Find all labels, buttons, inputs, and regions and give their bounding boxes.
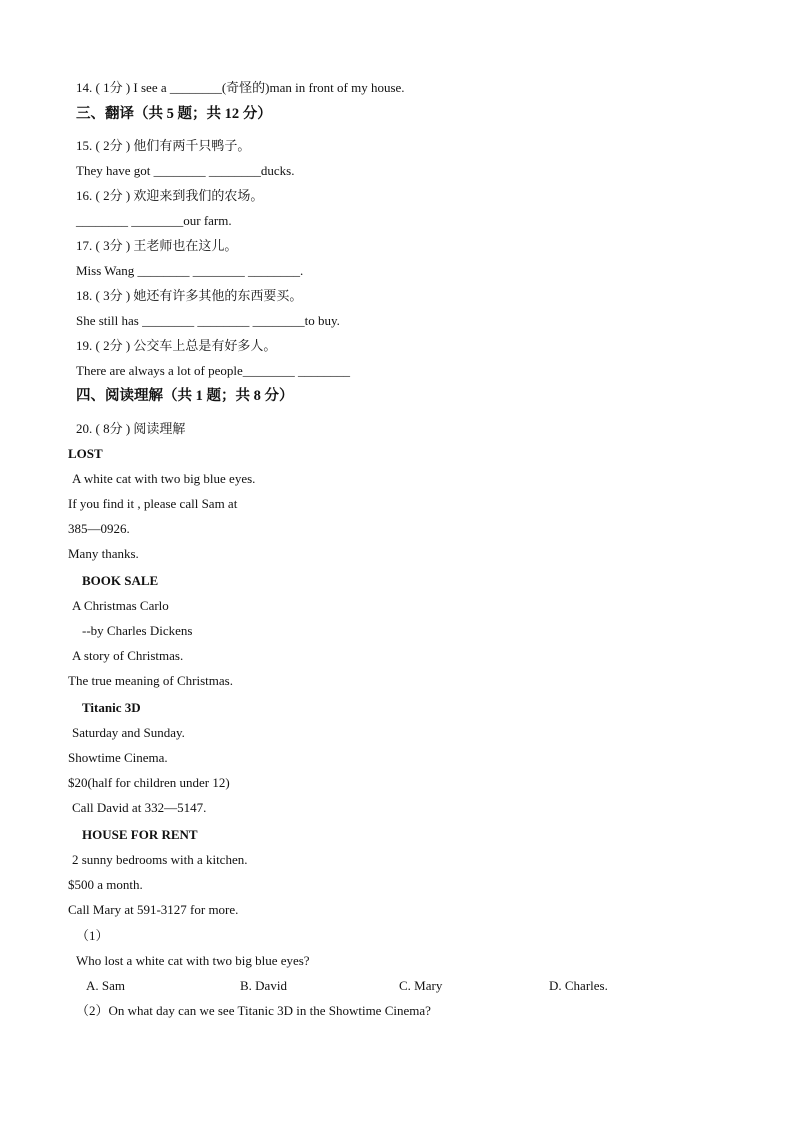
option-a: A. Sam	[86, 978, 125, 993]
titanic-title: Titanic 3D	[82, 700, 141, 715]
house-rent-line: $500 a month.	[68, 877, 143, 892]
house-rent-line: 2 sunny bedrooms with a kitchen.	[72, 852, 248, 867]
sub-question-1: Who lost a white cat with two big blue eyes?	[76, 953, 310, 968]
question-15: 15. ( 2分 ) 他们有两千只鸭子。	[76, 138, 251, 153]
lost-title: LOST	[68, 446, 103, 461]
sub-question-2: （2）On what day can we see Titanic 3D in the Showtime Cinema?	[76, 1003, 431, 1018]
lost-line: Many thanks.	[68, 546, 139, 561]
option-d: D. Charles.	[549, 978, 608, 993]
book-sale-line: A story of Christmas.	[72, 648, 184, 663]
sub-question-1-number: （1）	[76, 928, 109, 943]
titanic-line: Call David at 332—5147.	[72, 800, 207, 815]
question-16: 16. ( 2分 ) 欢迎来到我们的农场。	[76, 188, 264, 203]
question-14: 14. ( 1分 ) I see a ________(奇怪的)man in front of my house.	[76, 80, 405, 95]
question-17: 17. ( 3分 ) 王老师也在这儿。	[76, 238, 238, 253]
book-sale-line: The true meaning of Christmas.	[68, 673, 233, 688]
lost-line: A white cat with two big blue eyes.	[72, 471, 256, 486]
lost-line: If you find it , please call Sam at	[68, 496, 238, 511]
titanic-line: Saturday and Sunday.	[72, 725, 185, 740]
book-sale-line: A Christmas Carlo	[72, 598, 169, 613]
lost-line: 385—0926.	[68, 521, 130, 536]
titanic-line: $20(half for children under 12)	[68, 775, 230, 790]
question-18-answer: She still has ________ ________ ________to buy.	[76, 313, 340, 328]
question-18: 18. ( 3分 ) 她还有许多其他的东西要买。	[76, 288, 303, 303]
option-c: C. Mary	[399, 978, 443, 993]
question-17-answer: Miss Wang ________ ________ ________.	[76, 263, 304, 278]
book-sale-title: BOOK SALE	[82, 573, 159, 588]
question-15-answer: They have got ________ ________ducks.	[76, 163, 295, 178]
book-sale-line: --by Charles Dickens	[82, 623, 193, 638]
question-19-answer: There are always a lot of people________ ________	[76, 363, 351, 378]
option-b: B. David	[240, 978, 287, 993]
titanic-line: Showtime Cinema.	[68, 750, 168, 765]
question-16-answer: ________ ________our farm.	[76, 213, 232, 228]
house-rent-title: HOUSE FOR RENT	[82, 827, 198, 842]
section-3-heading: 三、翻译（共 5 题；共 12 分）	[76, 106, 272, 122]
house-rent-line: Call Mary at 591-3127 for more.	[68, 902, 239, 917]
section-4-heading: 四、阅读理解（共 1 题；共 8 分）	[76, 388, 294, 404]
question-19: 19. ( 2分 ) 公交车上总是有好多人。	[76, 338, 277, 353]
question-20: 20. ( 8分 ) 阅读理解	[76, 421, 186, 436]
